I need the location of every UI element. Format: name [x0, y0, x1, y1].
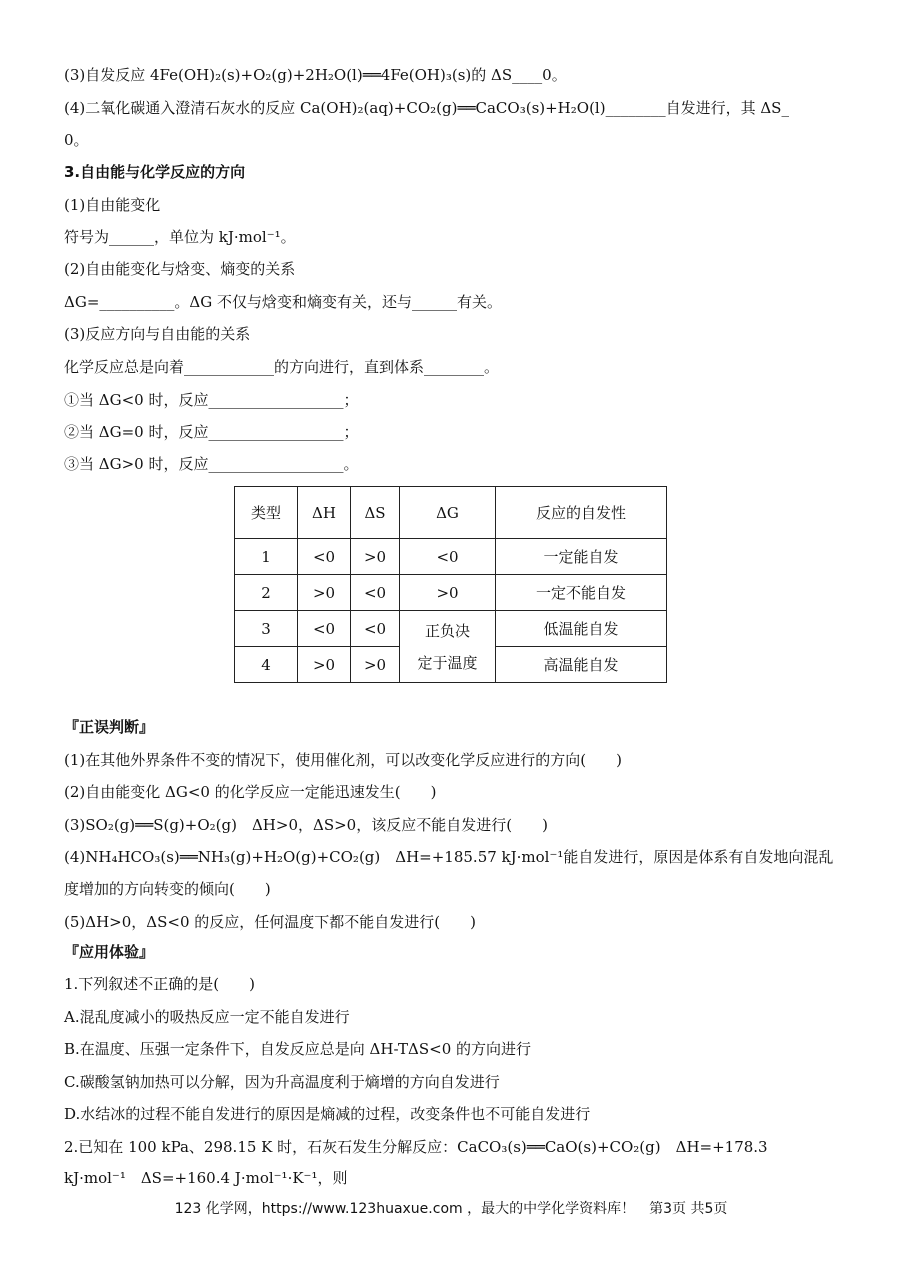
option-c: C.碳酸氢钠加热可以分解，因为升高温度利于熵增的方向自发进行: [64, 1073, 500, 1091]
case-1: ①当 ΔG<0 时，反应__________________；: [64, 391, 359, 409]
item-3-fe-oh: (3)自发反应 4Fe(OH)₂(s)+O₂(g)+2H₂O(l)══4Fe(OH)₃(s)的 ΔS____0。: [64, 66, 567, 84]
table-cell: <0: [298, 611, 351, 647]
apply-q2-line2: kJ·mol⁻¹ ΔS=+160.4 J·mol⁻¹·K⁻¹，则: [64, 1169, 348, 1187]
table-cell: >0: [351, 647, 400, 683]
judge-q5: (5)ΔH>0，ΔS<0 的反应，任何温度下都不能自发进行( ): [64, 913, 476, 931]
option-a: A.混乱度减小的吸热反应一定不能自发进行: [64, 1008, 350, 1026]
sub-2-text: ΔG=__________。ΔG 不仅与焓变和熵变有关，还与______有关。: [64, 293, 502, 311]
table-cell: 一定能自发: [496, 539, 667, 575]
judge-q3: (3)SO₂(g)══S(g)+O₂(g) ΔH>0，ΔS>0，该反应不能自发进行( ): [64, 816, 548, 834]
case-2: ②当 ΔG=0 时，反应__________________；: [64, 423, 359, 441]
apply-q1: 1.下列叙述不正确的是( ): [64, 975, 256, 993]
page-footer: 123 化学网，https://www.123huaxue.com ，最大的中学化学资料库！ 第3页 共5页: [174, 1201, 728, 1217]
apply-q2-line1: 2.已知在 100 kPa、298.15 K 时，石灰石发生分解反应：CaCO₃(s)══CaO(s)+CO₂(g) ΔH=+178.3: [64, 1138, 768, 1156]
sub-3-heading: (3)反应方向与自由能的关系: [64, 325, 251, 343]
option-d: D.水结冰的过程不能自发进行的原因是熵减的过程，改变条件也不可能自发进行: [64, 1105, 591, 1123]
table-cell: >0: [298, 575, 351, 611]
sub-3-text: 化学反应总是向着____________的方向进行，直到体系________。: [64, 358, 500, 376]
table-cell: >0: [351, 539, 400, 575]
table-header: 类型: [235, 487, 298, 539]
spontaneity-table: [234, 486, 667, 683]
table-header: 反应的自发性: [496, 487, 667, 539]
table-header: ΔG: [400, 487, 496, 539]
sub-2-heading: (2)自由能变化与焓变、熵变的关系: [64, 260, 296, 278]
merged-line-1: 正负决: [424, 621, 470, 640]
merged-line-2: 定于温度: [417, 653, 478, 672]
sub-1-heading: (1)自由能变化: [64, 196, 161, 214]
table-row: [235, 575, 667, 611]
table-row: [235, 611, 667, 647]
table-header: ΔH: [298, 487, 351, 539]
item-4-co2-line1: (4)二氧化碳通入澄清石灰水的反应 Ca(OH)₂(aq)+CO₂(g)══CaCO₃(s)+H₂O(l)________自发进行，其 ΔS_: [64, 99, 789, 117]
judge-q2: (2)自由能变化 ΔG<0 的化学反应一定能迅速发生( ): [64, 783, 437, 801]
item-4-co2-line2: 0。: [64, 131, 89, 149]
judge-q4-line2: 度增加的方向转变的倾向( ): [64, 880, 271, 898]
table-cell: 3: [235, 611, 298, 647]
table-cell: <0: [298, 539, 351, 575]
table-row: [235, 539, 667, 575]
table-cell: 1: [235, 539, 298, 575]
table-cell: 一定不能自发: [496, 575, 667, 611]
judge-q4-line1: (4)NH₄HCO₃(s)══NH₃(g)+H₂O(g)+CO₂(g) ΔH=+185.57 kJ·mol⁻¹能自发进行，原因是体系有自发地向混乱: [64, 848, 834, 866]
table-cell: 高温能自发: [496, 647, 667, 683]
table-cell: >0: [400, 575, 496, 611]
table-cell: 低温能自发: [496, 611, 667, 647]
table-cell: <0: [351, 575, 400, 611]
option-b: B.在温度、压强一定条件下，自发反应总是向 ΔH-TΔS<0 的方向进行: [64, 1040, 532, 1058]
judge-q1: (1)在其他外界条件不变的情况下，使用催化剂，可以改变化学反应进行的方向( ): [64, 751, 622, 769]
table-cell: 2: [235, 575, 298, 611]
section-3-heading: 3.自由能与化学反应的方向: [64, 163, 246, 181]
table-cell: <0: [351, 611, 400, 647]
table-header: ΔS: [351, 487, 400, 539]
case-3: ③当 ΔG>0 时，反应__________________。: [64, 455, 359, 473]
apply-heading: 『应用体验』: [64, 943, 155, 961]
judge-heading: 『正误判断』: [64, 718, 155, 736]
table-cell: <0: [400, 539, 496, 575]
table-cell: 4: [235, 647, 298, 683]
table-cell-merged-dg: [400, 611, 496, 683]
table-cell: >0: [298, 647, 351, 683]
sub-1-text: 符号为______，单位为 kJ·mol⁻¹。: [64, 228, 296, 246]
